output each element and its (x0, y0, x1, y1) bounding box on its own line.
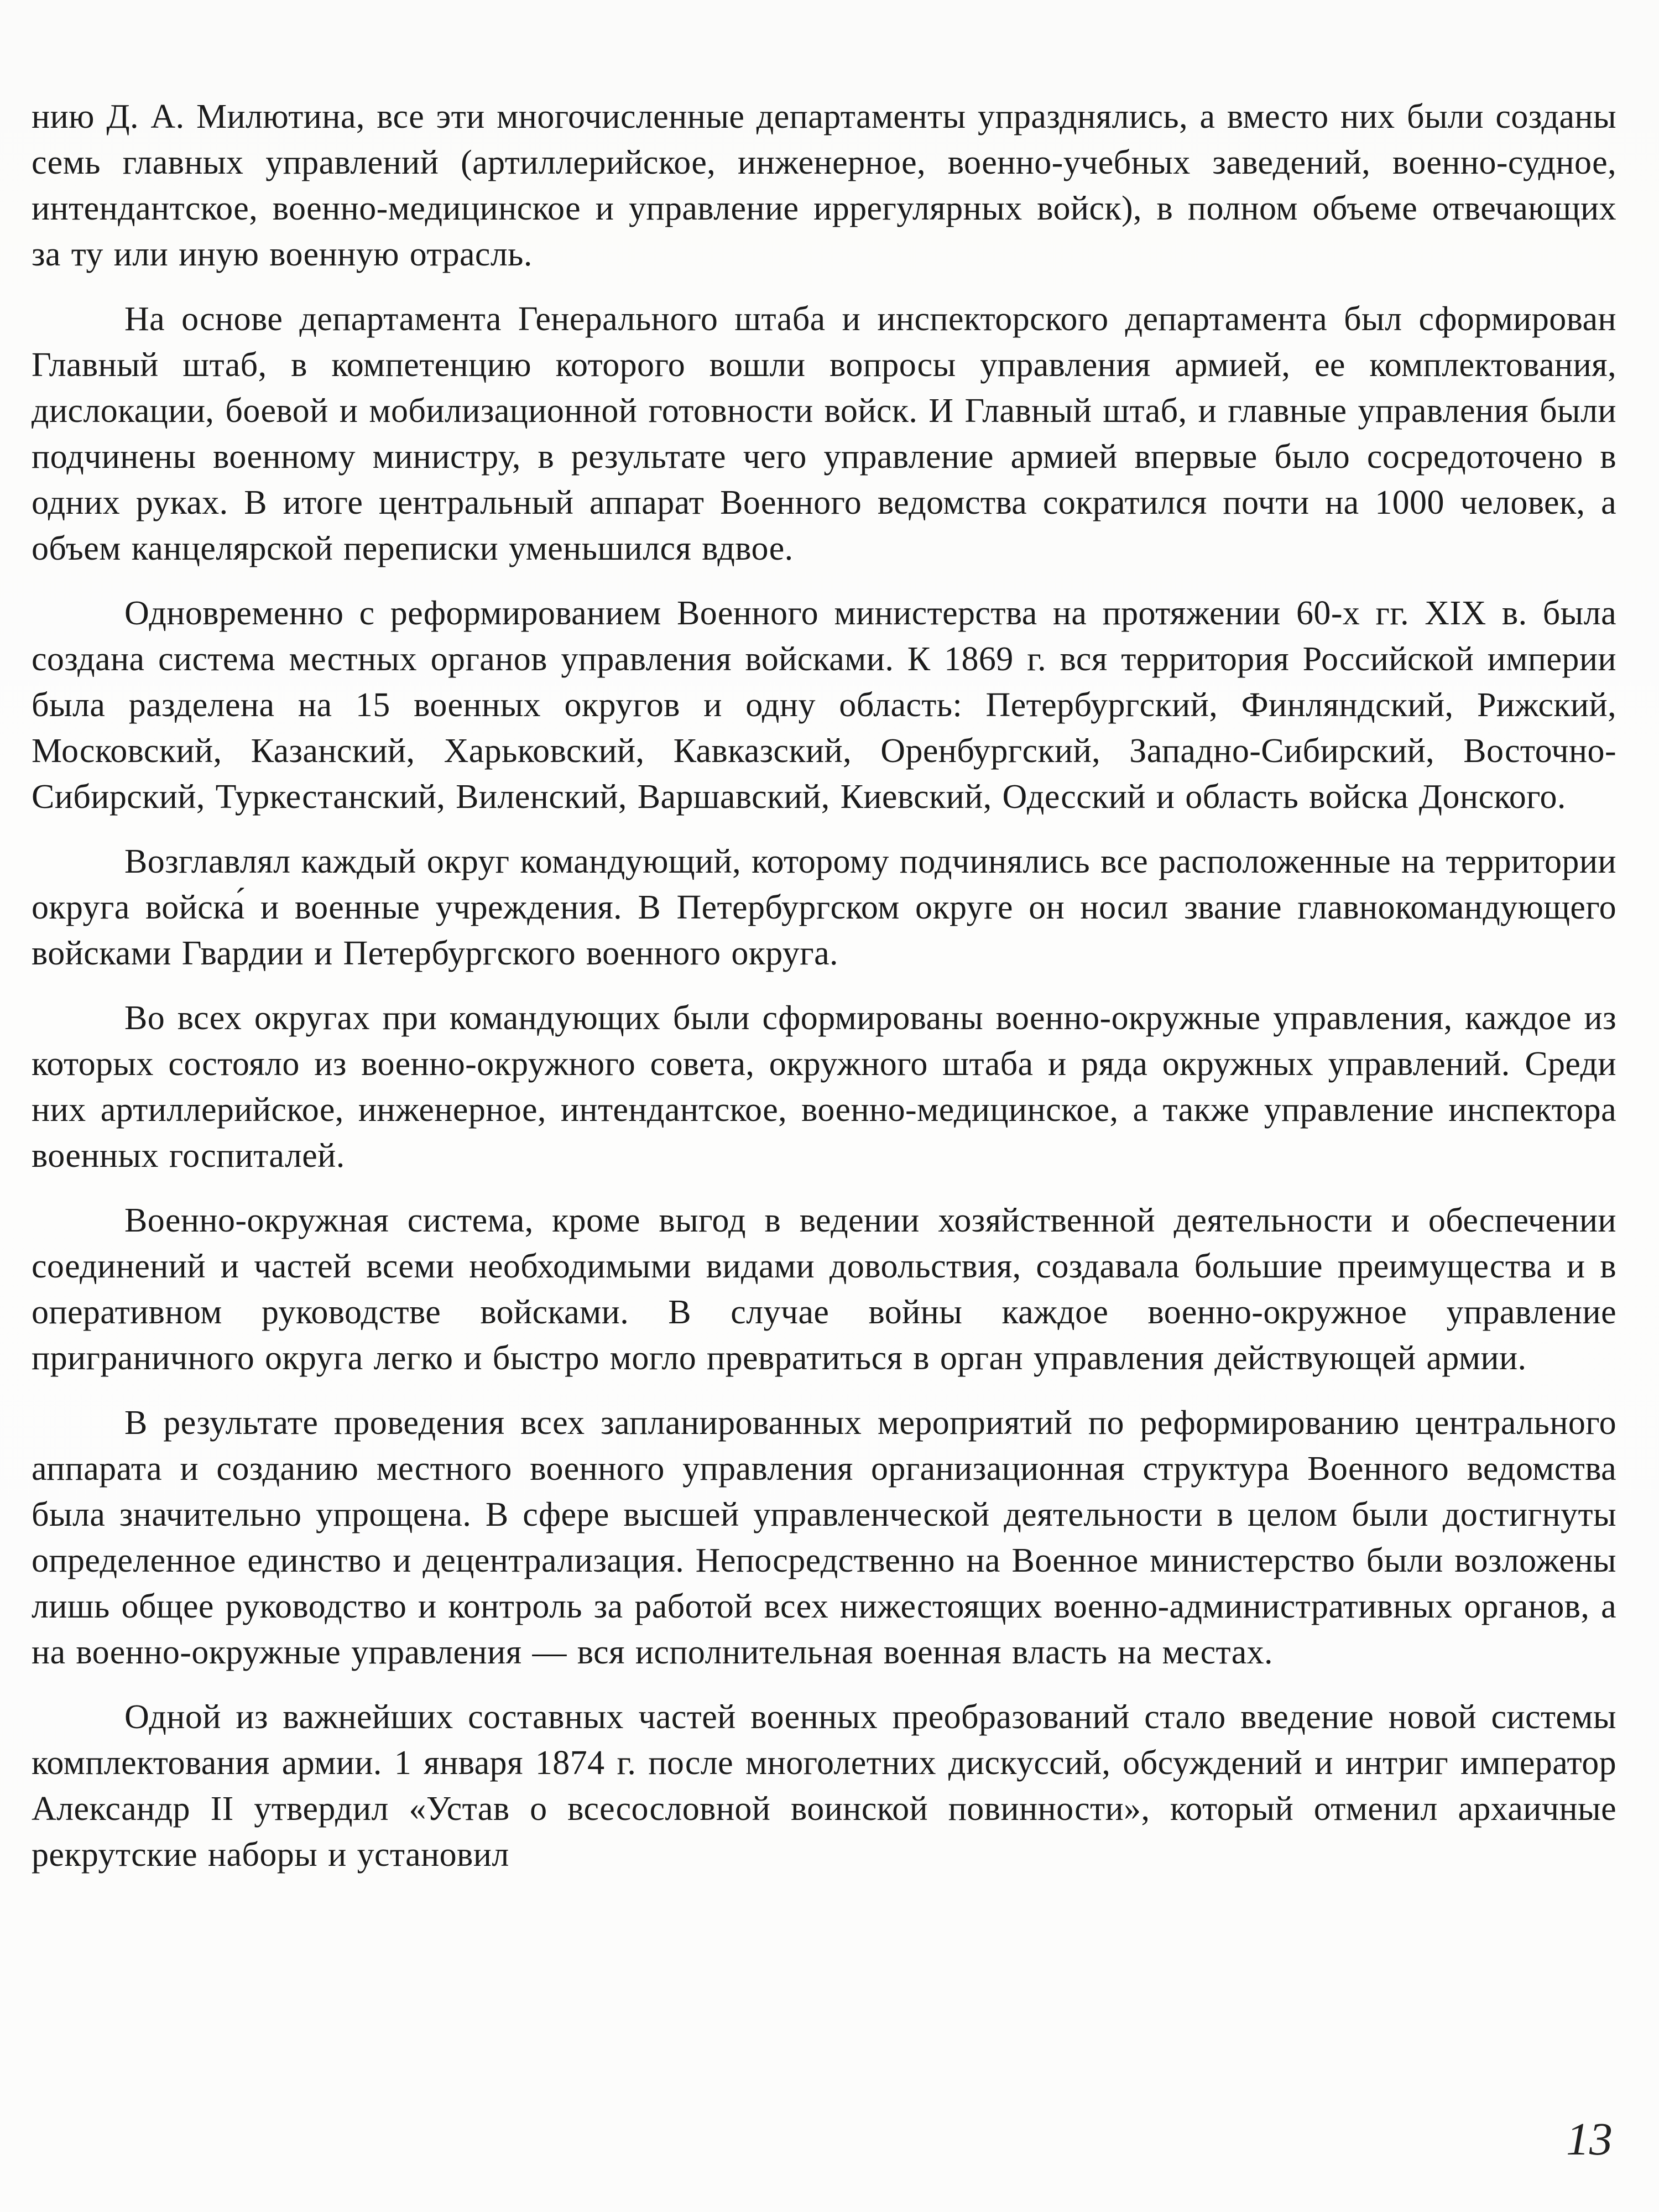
paragraph-7: В результате проведения всех запланированных мероприятий по реформированию центрального аппарата и созданию местного военного управления организационная структура Военного ведомства была значительно упрощена. В сфере высшей управленческой деятельности в целом были достигнуты определенное единство и децентрализация. Непосредственно на Военное министерство были возложены лишь общее руководство и контроль за работой всех нижестоящих военно-административных органов, а на военно-окружные управления — вся исполнительная военная власть на местах. (32, 1404, 1616, 1671)
paragraph-5: Во всех округах при командующих были сформированы военно-окружные управления, каждое из которых состояло из военно-окружного совета, окружного штаба и ряда окружных управлений. Среди них артиллерийское, инженерное, интендантское, военно-медицинское, а также управление инспектора военных госпиталей. (32, 999, 1616, 1175)
paragraph-2: На основе департамента Генерального штаба и инспекторского департамента был сформирован Главный штаб, в компетенцию которого вошли вопросы управления армией, ее комплектования, дислокации, боевой и мобилизационной готовности войск. И Главный штаб, и главные управления были подчинены военному министру, в результате чего управление армией впервые было сосредоточено в одних руках. В итоге центральный аппарат Военного ведомства сократился почти на 1000 человек, а объем канцелярской переписки уменьшился вдвое. (32, 300, 1616, 567)
paragraph-1: нию Д. А. Милютина, все эти многочисленные департаменты упразднялись, а вместо них были созданы семь главных управлений (артиллерийское, инженерное, военно-учебных заведений, военно-судное, интендантское, военно-медицинское и управление иррегулярных войск), в полном объеме отвечающих за ту или иную военную отрасль. (32, 98, 1616, 273)
paragraph-6: Военно-окружная система, кроме выгод в ведении хозяйственной деятельности и обеспечении соединений и частей всеми необходимыми видами довольствия, создавала большие преимущества и в оперативном руководстве войсками. В случае войны каждое военно-окружное управление приграничного округа легко и быстро могло превратиться в орган управления действующей армии. (32, 1202, 1616, 1377)
paragraph-8: Одной из важнейших составных частей военных преобразований стало введение новой системы комплектования армии. 1 января 1874 г. после многолетних дискуссий, обсуждений и интриг император Александр II утвердил «Устав о всесословной воинской повинности», который отменил архаичные рекрутские наборы и установил (32, 1698, 1616, 1874)
paragraph-4: Возглавлял каждый округ командующий, которому подчинялись все расположенные на территории округа войска́ и военные учреждения. В Петербургском округе он носил звание главнокомандующего войсками Гвардии и Петербургского военного округа. (32, 843, 1616, 972)
page-number: 13 (1566, 2114, 1613, 2165)
body-text (32, 94, 1616, 1897)
paragraph-3: Одновременно с реформированием Военного министерства на протяжении 60-х гг. XIX в. была создана система местных органов управления войсками. К 1869 г. вся территория Российской империи была разделена на 15 военных округов и одну область: Петербургский, Финляндский, Рижский, Московский, Казанский, Харьковский, Кавказский, Оренбургский, Западно-Сибирский, Восточно-Сибирский, Туркестанский, Виленский, Варшавский, Киевский, Одесский и область войска Донского. (32, 594, 1616, 816)
